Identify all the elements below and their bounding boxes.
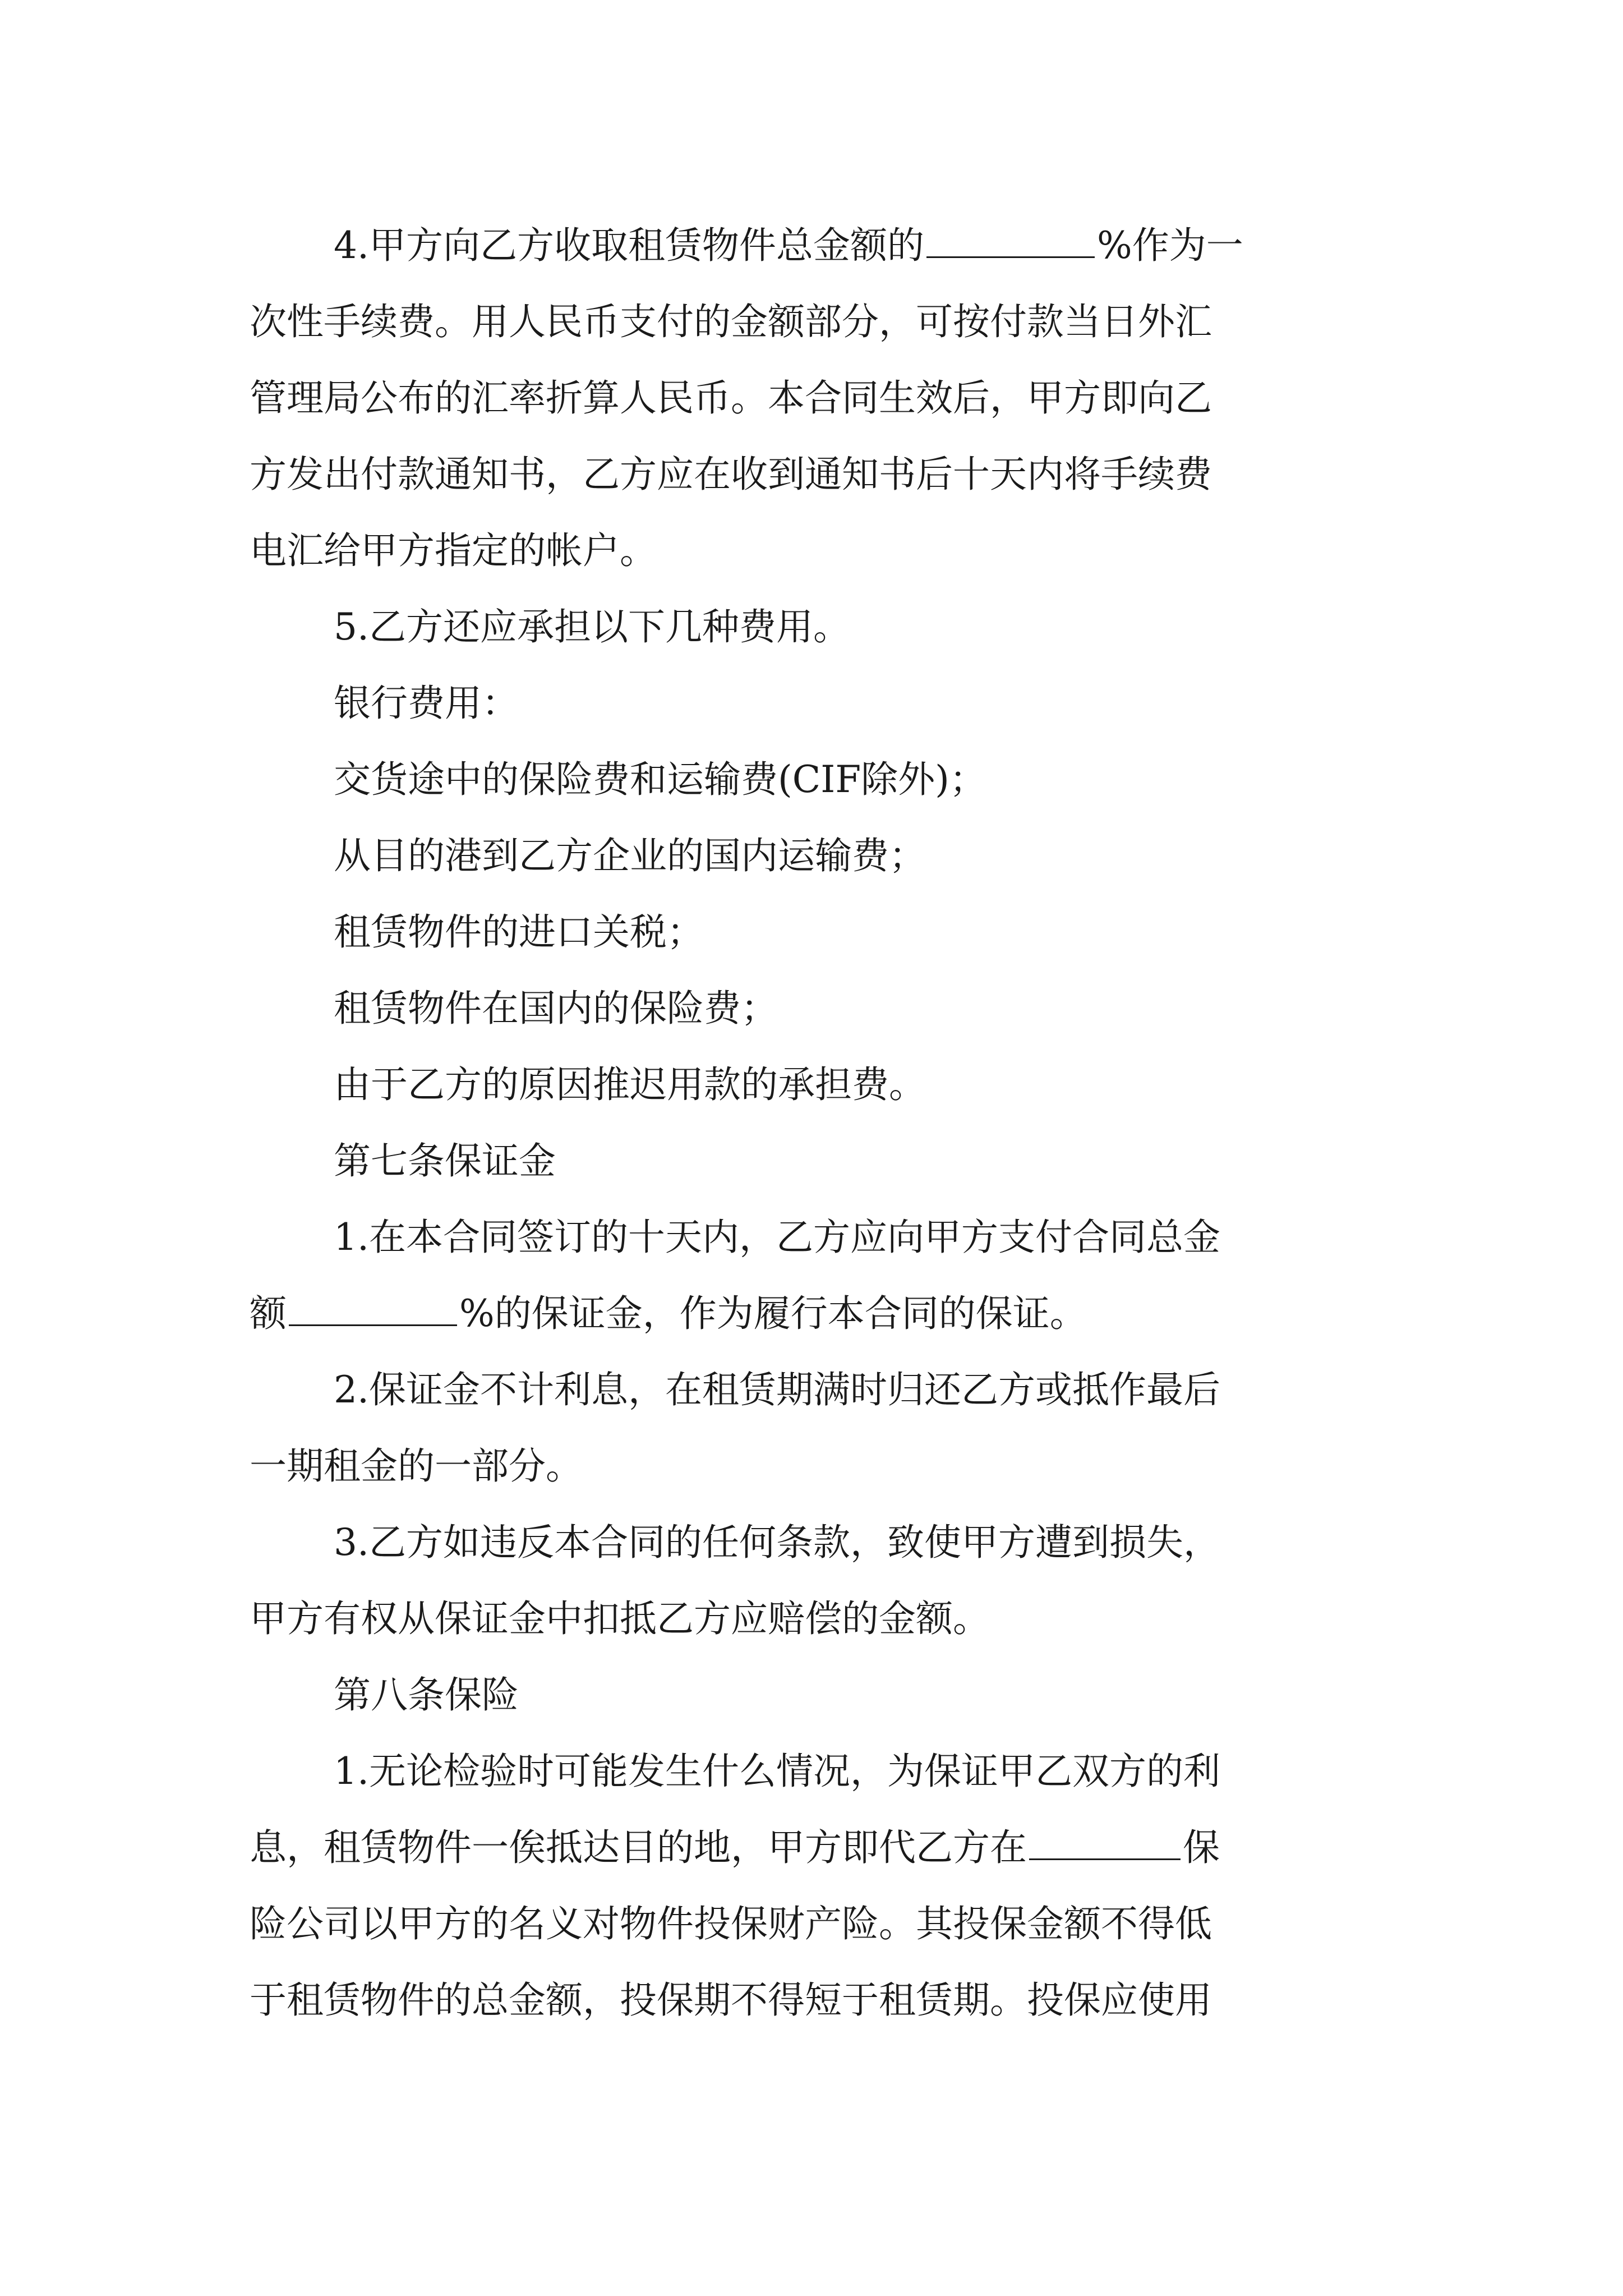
fee-item-bank: 银行费用：: [334, 682, 519, 725]
insurance-text: 息，租赁物件一俟抵达目的地，甲方即代乙方在: [250, 1826, 1027, 1869]
paragraph-line: 2.保证金不计利息，在租赁期满时归还乙方或抵作最后: [334, 1368, 1220, 1411]
clause-4-text: 4.甲方向乙方收取租赁物件总金额的: [334, 224, 924, 267]
fee-item-commitment: 由于乙方的原因推迟用款的承担费。: [334, 1063, 926, 1106]
paragraph-line: 1.在本合同签订的十天内，乙方应向甲方支付合同总金: [334, 1216, 1220, 1259]
fee-percent-blank: [926, 224, 1095, 258]
paragraph-line: 险公司以甲方的名义对物件投保财产险。其投保金额不得低: [250, 1902, 1212, 1945]
paragraph-line: [250, 1276, 1394, 1352]
deposit-percent-blank: [289, 1292, 457, 1326]
insurance-text-cont: 保: [1183, 1826, 1220, 1869]
insurer-name-blank: [1029, 1826, 1181, 1860]
clause-5-heading: 5.乙方还应承担以下几种费用。: [334, 605, 850, 648]
paragraph-line: 3.乙方如违反本合同的任何条款，致使甲方遭到损失，: [334, 1521, 1220, 1564]
clause-4-text-cont: %作为一: [1096, 224, 1243, 267]
paragraph-line: 于租赁物件的总金额，投保期不得短于租赁期。投保应使用: [250, 1978, 1212, 2022]
paragraph-line: 一期租金的一部分。: [250, 1444, 583, 1488]
paragraph-line: 管理局公布的汇率折算人民币。本合同生效后，甲方即向乙: [250, 376, 1212, 420]
paragraph-line: 方发出付款通知书，乙方应在收到通知书后十天内将手续费: [250, 453, 1212, 496]
paragraph-line: 甲方有权从保证金中扣抵乙方应赔偿的金额。: [250, 1597, 990, 1640]
deposit-text-cont: %的保证金，作为履行本合同的保证。: [459, 1292, 1087, 1335]
paragraph-line: 1.无论检验时可能发生什么情况，为保证甲乙双方的利: [334, 1750, 1220, 1793]
deposit-text: 额: [250, 1292, 287, 1335]
paragraph-line: 电汇给甲方指定的帐户。: [250, 529, 657, 572]
paragraph-line: [250, 208, 1394, 284]
article-8-heading: 第八条保险: [334, 1673, 519, 1717]
fee-item-domestic-insurance: 租赁物件在国内的保险费；: [334, 987, 778, 1030]
paragraph-line: 次性手续费。用人民币支付的金额部分，可按付款当日外汇: [250, 300, 1212, 343]
paragraph-line: [250, 1810, 1394, 1886]
article-7-heading: 第七条保证金: [334, 1139, 556, 1182]
fee-item-import-duty: 租赁物件的进口关税；: [334, 910, 704, 954]
fee-item-transit: 交货途中的保险费和运输费(CIF除外)；: [334, 758, 986, 801]
fee-item-domestic-transport: 从目的港到乙方企业的国内运输费；: [334, 834, 926, 877]
contract-text: [250, 208, 1394, 2039]
